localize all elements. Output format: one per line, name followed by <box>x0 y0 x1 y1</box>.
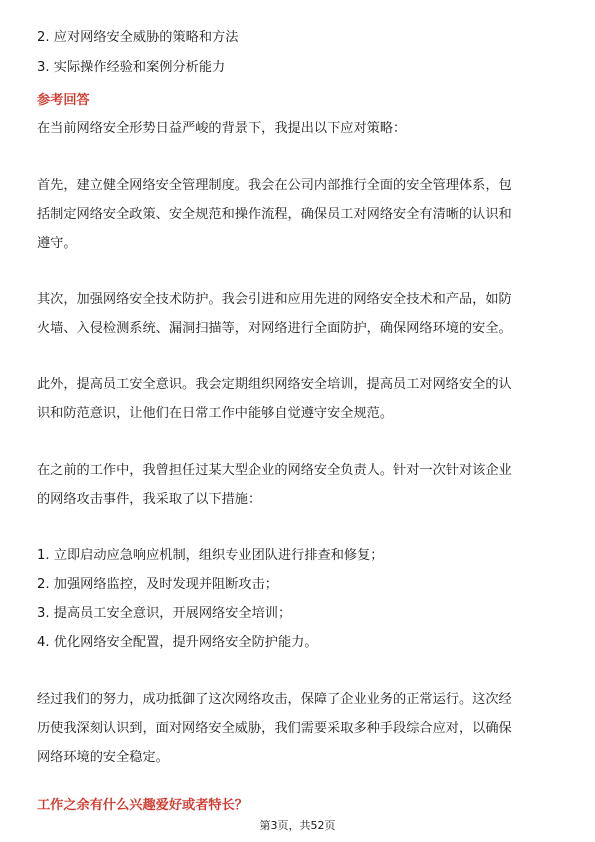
measure-item: 3. 提高员工安全意识，开展网络安全培训； <box>37 606 292 621</box>
paragraph-line: 此外，提高员工安全意识。我会定期组织网络安全培训，提高员工对网络安全的认 <box>37 377 512 392</box>
paragraph-line: 识和防范意识，让他们在日常工作中能够自觉遵守安全规范。 <box>37 406 394 421</box>
paragraph-line: 在之前的工作中，我曾担任过某大型企业的网络安全负责人。针对一次针对该企业 <box>37 463 512 478</box>
intro-text: 在当前网络安全形势日益严峻的背景下，我提出以下应对策略： <box>37 121 407 136</box>
paragraph-line: 首先，建立健全网络安全管理制度。我会在公司内部推行全面的安全管理体系，包 <box>37 178 512 193</box>
answer-heading: 参考回答 <box>37 93 90 108</box>
measure-item: 2. 加强网络监控，及时发现并阻断攻击； <box>37 577 278 592</box>
measure-item: 4. 优化网络安全配置，提升网络安全防护能力。 <box>37 635 318 650</box>
page-number: 第3页，共52页 <box>259 819 336 832</box>
paragraph-line: 经过我们的努力，成功抵御了这次网络攻击，保障了企业业务的正常运行。这次经 <box>37 692 512 707</box>
list-item: 3. 实际操作经验和案例分析能力 <box>37 60 226 75</box>
paragraph-line: 历使我深刻认识到，面对网络安全威胁，我们需要采取多种手段综合应对，以确保 <box>37 721 512 736</box>
paragraph-line: 括制定网络安全政策、安全规范和操作流程，确保员工对网络安全有清晰的认识和 <box>37 207 512 222</box>
measure-item: 1. 立即启动应急响应机制，组织专业团队进行排查和修复； <box>37 548 384 563</box>
list-item: 2. 应对网络安全威胁的策略和方法 <box>37 30 239 45</box>
paragraph-line: 火墙、入侵检测系统、漏洞扫描等，对网络进行全面防护，确保网络环境的安全。 <box>37 321 512 336</box>
next-question-heading: 工作之余有什么兴趣爱好或者特长？ <box>37 798 248 813</box>
paragraph-line: 网络环境的安全稳定。 <box>37 750 169 765</box>
paragraph-line: 的网络攻击事件，我采取了以下措施： <box>37 492 262 507</box>
paragraph-line: 遵守。 <box>37 236 77 251</box>
paragraph-line: 其次，加强网络安全技术防护。我会引进和应用先进的网络安全技术和产品，如防 <box>37 292 512 307</box>
